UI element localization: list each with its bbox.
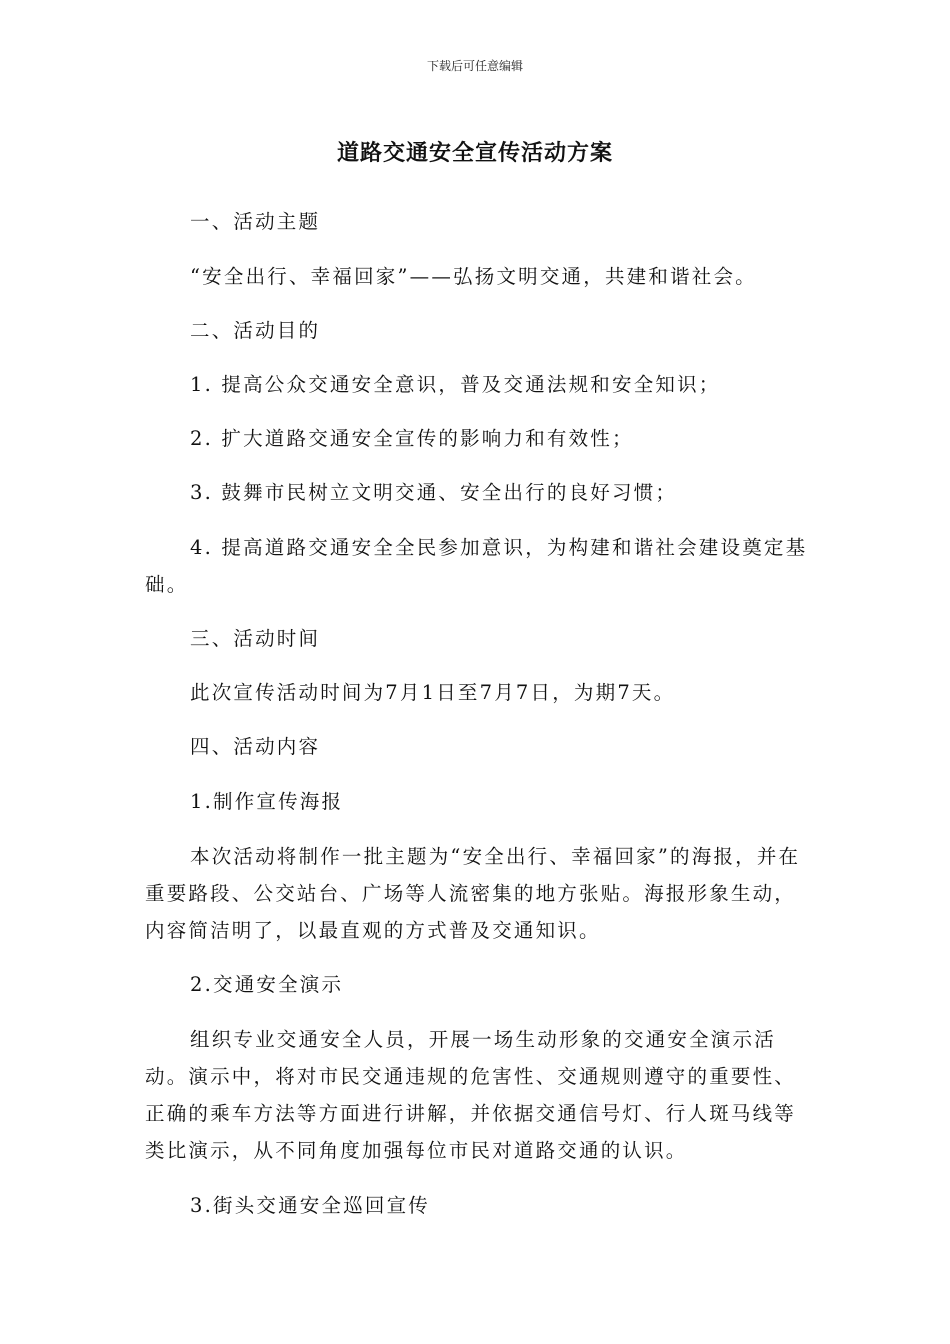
- purpose-item-4: 4. 提高道路交通安全全民参加意识，为构建和谐社会建设奠定基础。: [145, 536, 808, 596]
- section-heading-time: 三、活动时间: [190, 627, 321, 650]
- purpose-item-2: 2. 扩大道路交通安全宣传的影响力和有效性；: [190, 427, 634, 450]
- subheading-demonstration: 2.交通安全演示: [190, 973, 344, 996]
- subheading-posters: 1.制作宣传海报: [190, 790, 344, 813]
- section-heading-theme: 一、活动主题: [190, 210, 321, 233]
- subheading-street-campaign: 3.街头交通安全巡回宣传: [190, 1194, 431, 1217]
- header-note: 下载后可任意编辑: [426, 59, 523, 73]
- section-heading-purpose: 二、活动目的: [190, 319, 321, 342]
- document-title: 道路交通安全宣传活动方案: [336, 141, 613, 166]
- purpose-item-3: 3. 鼓舞市民树立文明交通、安全出行的良好习惯；: [190, 481, 678, 504]
- paragraph-time: 此次宣传活动时间为7月1日至7月7日，为期7天。: [190, 681, 676, 704]
- purpose-item-1: 1. 提高公众交通安全意识，普及交通法规和安全知识；: [190, 373, 721, 396]
- paragraph-demonstration: 组织专业交通安全人员，开展一场生动形象的交通安全演示活动。演示中，将对市民交通违规的危害性、交通规则遵守的重要性、正确的乘车方法等方面进行讲解，并依据交通信号灯、行人斑马线等类比演示，从不同角度加强每位市民对道路交通的认识。: [145, 1028, 797, 1162]
- paragraph-theme: “安全出行、幸福回家”——弘扬文明交通，共建和谐社会。: [190, 265, 757, 288]
- section-heading-content: 四、活动内容: [190, 735, 321, 758]
- paragraph-posters: 本次活动将制作一批主题为“安全出行、幸福回家”的海报，并在重要路段、公交站台、广场等人流密集的地方张贴。海报形象生动，内容简洁明了，以最直观的方式普及交通知识。: [145, 845, 801, 942]
